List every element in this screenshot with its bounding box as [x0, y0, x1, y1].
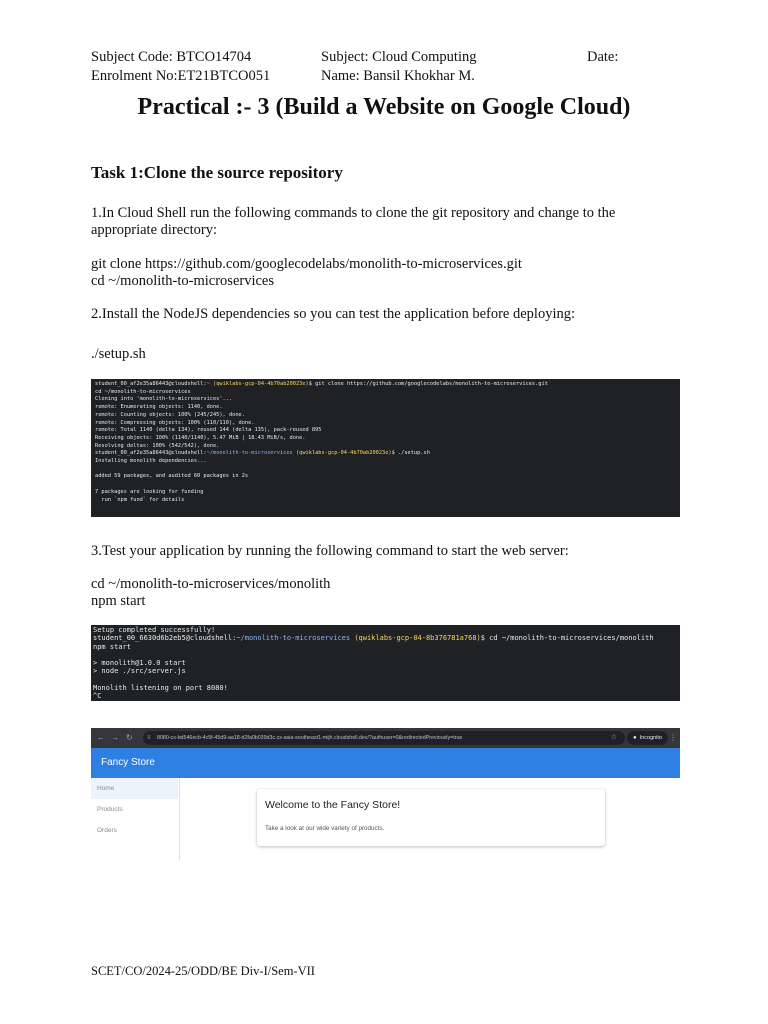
terminal-screenshot-2 [91, 625, 680, 701]
terminal-screenshot-1 [91, 379, 680, 517]
terminal-line: Receiving objects: 100% (1140/1140), 5.47 MiB | 18.43 MiB/s, done. [95, 434, 306, 441]
nav-item-products[interactable]: Products [97, 806, 123, 813]
date-label: Date: [587, 49, 619, 65]
site-info-icon[interactable]: ≡ [147, 735, 151, 741]
welcome-text: Take a look at our wide variety of products. [265, 825, 385, 832]
terminal-blank-line [95, 466, 676, 474]
terminal-line: student_00_6630d6b2eb5@cloudshell:~/monolith-to-microservices (qwiklabs-gcp-04-8b376781a768)$ cd ~/monolith-to-microservices/monolith [93, 634, 654, 643]
command-git-clone: git clone https://github.com/googlecodelabs/monolith-to-microservices.git [91, 256, 522, 272]
welcome-card [257, 789, 605, 846]
terminal-line: remote: Enumerating objects: 1140, done. [95, 404, 223, 411]
terminal-line: ^C [93, 692, 102, 701]
subject-name: Subject: Cloud Computing [321, 49, 477, 65]
terminal-line: cd ~/monolith-to-microservices [95, 388, 191, 395]
address-bar[interactable] [143, 731, 625, 745]
incognito-badge[interactable] [627, 731, 668, 745]
terminal-line: run `npm fund` for details [95, 496, 185, 503]
command-npm-start: npm start [91, 593, 146, 609]
terminal-blank-line [95, 481, 676, 489]
step-1-line-1: 1.In Cloud Shell run the following commands to clone the git repository and change to the [91, 205, 616, 221]
terminal-line: Setup completed successfully! [93, 626, 216, 634]
page-title: Practical :- 3 (Build a Website on Google Cloud) [137, 94, 631, 120]
app-title[interactable]: Fancy Store [101, 757, 155, 768]
browser-screenshot [91, 728, 680, 860]
incognito-label: Incognito [639, 735, 662, 741]
welcome-title: Welcome to the Fancy Store! [265, 799, 401, 811]
reload-icon[interactable]: ↻ [126, 733, 133, 742]
terminal-line: Installing monolith dependencies... [95, 458, 207, 465]
terminal-line: remote: Counting objects: 100% (245/245), done. [95, 411, 245, 418]
bookmark-star-icon[interactable]: ☆ [610, 734, 617, 741]
step-1-line-2: appropriate directory: [91, 222, 218, 238]
terminal-line: Resolving deltas: 100% (542/542), done. [95, 442, 220, 449]
nav-item-orders[interactable]: Orders [97, 827, 117, 834]
sidebar-nav [91, 778, 180, 860]
command-setup: ./setup.sh [91, 346, 146, 362]
terminal-line: Monolith listening on port 8080! [93, 684, 228, 693]
terminal-line: student_00_af2e35a86443@cloudshell:~/monolith-to-microservices (qwiklabs-gcp-04-4b70ab20023e)$ ./setup.sh [95, 450, 430, 457]
step-1-text [91, 205, 691, 239]
step-2-text: 2.Install the NodeJS dependencies so you can test the application before deploying: [91, 306, 576, 322]
app-header [91, 748, 680, 778]
terminal-line: > monolith@1.0.0 start [93, 659, 186, 668]
terminal-line: npm start [93, 642, 131, 651]
task-heading: Task 1:Clone the source repository [91, 163, 343, 182]
page-footer: SCET/CO/2024-25/ODD/BE Div-I/Sem-VII [91, 964, 315, 978]
more-menu-icon[interactable]: ⋮ [669, 733, 677, 742]
enrolment-number: Enrolment No:ET21BTCO051 [91, 68, 271, 84]
nav-item-home[interactable]: Home [91, 778, 178, 799]
url-text: 8080-cs-bd546ecb-4c5f-45d9-aa18-d2fa0b039d3c.cs-asia-southeast1-mijh.cloudshell.dev/?authuser=0&redirectedPreviously=true [157, 735, 463, 741]
back-arrow-icon[interactable]: ← [97, 733, 105, 742]
student-name: Name: Bansil Khokhar M. [321, 68, 475, 84]
browser-toolbar [91, 728, 680, 748]
terminal-line: remote: Total 1140 (delta 134), reused 144 (delta 135), pack-reused 895 [95, 427, 322, 434]
step-3-text: 3.Test your application by running the following command to start the web server: [91, 543, 569, 559]
subject-code: Subject Code: BTCO14704 [91, 49, 252, 65]
command-cd-repo: cd ~/monolith-to-microservices [91, 273, 275, 289]
terminal-line: Cloning into 'monolith-to-microservices'... [95, 396, 233, 403]
terminal-line: remote: Compressing objects: 100% (110/110), done. [95, 419, 255, 426]
terminal-line: > node ./src/server.js [93, 667, 186, 676]
terminal-blank-line [93, 676, 678, 684]
terminal-line: added 59 packages, and audited 60 packages in 2s [95, 473, 249, 480]
terminal-line: 7 packages are looking for funding [95, 488, 204, 495]
forward-arrow-icon[interactable]: → [111, 733, 119, 742]
incognito-icon: ● [633, 735, 637, 741]
command-cd-monolith: cd ~/monolith-to-microservices/monolith [91, 576, 331, 592]
terminal-blank-line [93, 651, 678, 659]
terminal-line: student_00_af2e35a86443@cloudshell:~ (qwiklabs-gcp-04-4b70ab20023e)$ git clone https://github.com/googlecodelabs/monolith-to-microservices.git [95, 381, 548, 387]
